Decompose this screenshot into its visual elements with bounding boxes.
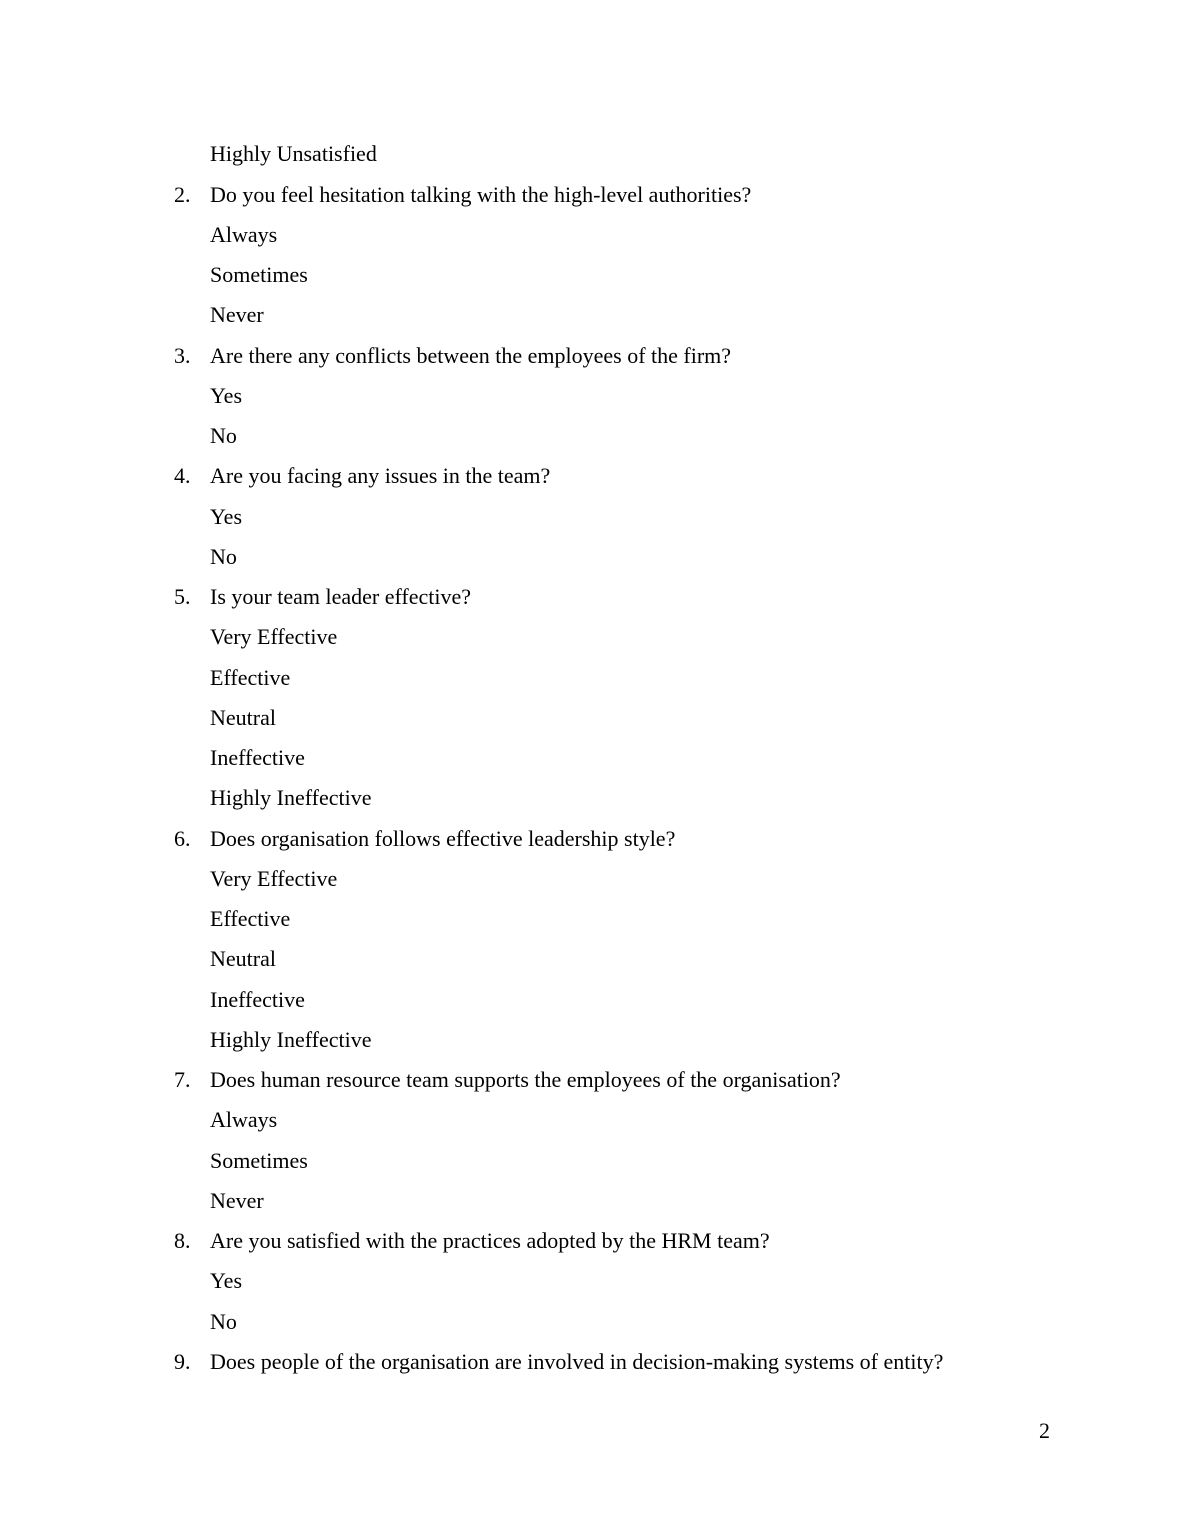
question-text: Does human resource team supports the employees of the organisation? xyxy=(210,1067,841,1092)
option-text: Yes xyxy=(210,1268,243,1293)
option-text: Very Effective xyxy=(210,624,338,649)
option-text: Highly Ineffective xyxy=(210,785,372,810)
option-text: Never xyxy=(210,1188,264,1213)
question-number: 5. xyxy=(174,584,191,609)
option-text: Effective xyxy=(210,665,291,690)
question-8 xyxy=(174,1226,770,1256)
question-text: Are you satisfied with the practices adopted by the HRM team? xyxy=(210,1228,770,1253)
question-number: 4. xyxy=(174,463,191,488)
option-text: Neutral xyxy=(210,946,276,971)
question-4 xyxy=(174,461,551,491)
question-number: 7. xyxy=(174,1067,191,1092)
question-number: 6. xyxy=(174,826,191,851)
page-number: 2 xyxy=(1039,1418,1050,1443)
option-text: Effective xyxy=(210,906,291,931)
option-text: No xyxy=(210,423,237,448)
question-9 xyxy=(174,1347,944,1377)
question-5 xyxy=(174,582,472,612)
question-number: 3. xyxy=(174,343,191,368)
option-text: Ineffective xyxy=(210,987,305,1012)
option-text: No xyxy=(210,1309,237,1334)
option-text: Sometimes xyxy=(210,262,308,287)
question-text: Is your team leader effective? xyxy=(210,584,472,609)
option-text: Always xyxy=(210,1107,278,1132)
question-text: Are you facing any issues in the team? xyxy=(210,463,551,488)
question-7 xyxy=(174,1065,841,1095)
option-text: Very Effective xyxy=(210,866,338,891)
option-text: Highly Ineffective xyxy=(210,1027,372,1052)
option-text: Always xyxy=(210,222,278,247)
question-number: 9. xyxy=(174,1349,191,1374)
option-text: Yes xyxy=(210,383,243,408)
option-text: Yes xyxy=(210,504,243,529)
question-6 xyxy=(174,824,676,854)
question-text: Does people of the organisation are involved in decision-making systems of entity? xyxy=(210,1349,944,1374)
option-text: Ineffective xyxy=(210,745,305,770)
question-text: Does organisation follows effective leadership style? xyxy=(210,826,676,851)
question-2 xyxy=(174,180,752,210)
option-text: Neutral xyxy=(210,705,276,730)
question-number: 8. xyxy=(174,1228,191,1253)
option-text: Never xyxy=(210,302,264,327)
option-text: No xyxy=(210,544,237,569)
option-text: Highly Unsatisfied xyxy=(210,141,377,166)
question-text: Are there any conflicts between the employees of the firm? xyxy=(210,343,732,368)
option-text: Sometimes xyxy=(210,1148,308,1173)
question-text: Do you feel hesitation talking with the high-level authorities? xyxy=(210,182,752,207)
question-3 xyxy=(174,341,732,371)
question-number: 2. xyxy=(174,182,191,207)
